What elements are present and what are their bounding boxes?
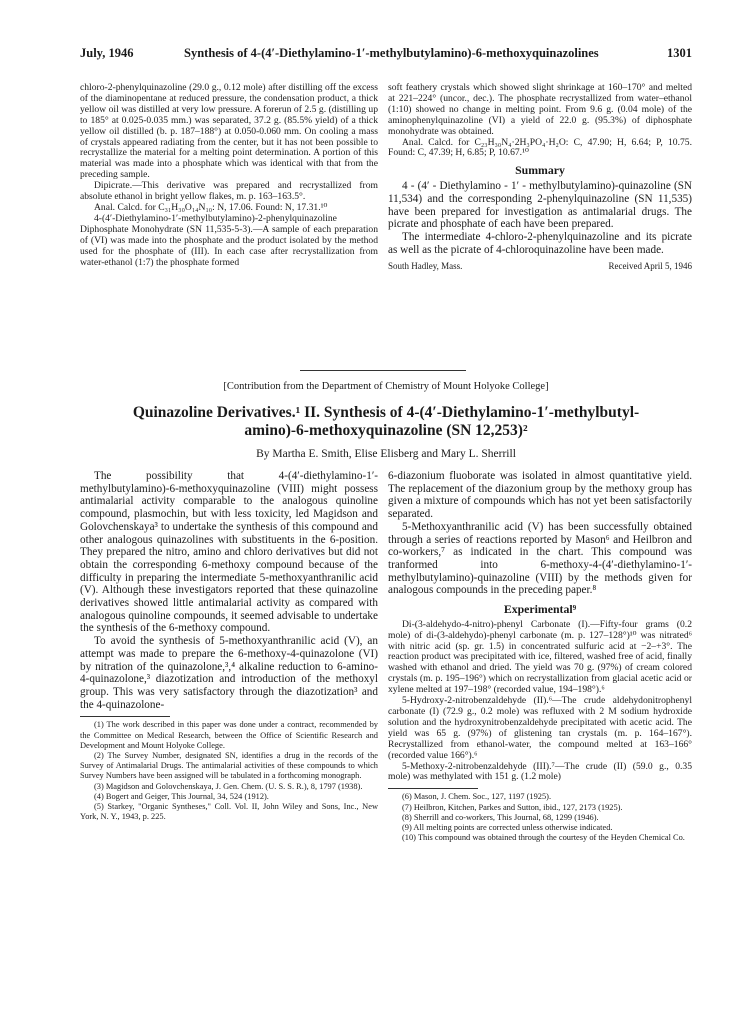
experimental-paragraph: 5-Methoxy-2-nitrobenzaldehyde (III).⁷—The crude (II) (59.0 g., 0.35 mole) was methylated with 151 g. (1.2 mole)	[388, 760, 692, 783]
body-paragraph: To avoid the synthesis of 5-methoxyanthranilic acid (V), an attempt was made to prepare the 6-methoxy-4-quinazolone (VI) by nitration of the quinazolone,³,⁴ alkaline reduction to 6-amino-4-quinazolone,³ diazotization and introduction of the methoxyl group. This was very satisfactory through the diazotization³ and the 4-quinazolone-	[80, 635, 378, 711]
experimental-paragraph: Di-(3-aldehydo-4-nitro)-phenyl Carbonate (I).—Fifty-four grams (0.2 mole) of di-(3-aldehydo)-phenyl carbonate (m. p. 127–128°)¹⁰ was nitrated⁶ with nitric acid (sp. gr. 1.5) in concentrated sulfuric acid at −2–+3°. The reaction product was precipitated with ice, filtered, washed free of acid, finally washed with ethanol and dried. The yield was 70 g. (97%) of cream colored crystals (m. p. 195–196°) which on recrystallization from glacial acetic acid or xylene melted at 197–198° (recorded value, 194–198°).⁶	[388, 618, 692, 696]
footnote: (10) This compound was obtained through the courtesy of the Heyden Chemical Co.	[402, 833, 685, 843]
experimental-paragraph: 5-Hydroxy-2-nitrobenzaldehyde (II).⁶—The crude aldehydonitrophenyl carbonate (I) (72.9 g., 0.2 mole) was refluxed with 2 M sodium hydroxide solution and the hydroxynitrobenzaldehyde precipitated with acetic acid. The yield was 65 g. (97%) of glistening tan crystals (m. p. 164–167°). Recrystallized from ethanol-water, the compound melted at 163–166° (recorded value 166°).⁶	[388, 695, 692, 761]
experimental-section	[388, 620, 692, 784]
byline: By Martha E. Smith, Elise Elisberg and Mary L. Sherrill	[256, 448, 516, 460]
footnotes-left	[80, 720, 378, 822]
footnote-rule	[388, 788, 478, 789]
received-date: Received April 5, 1946	[608, 261, 692, 272]
prev-paragraph: soft feathery crystals which showed slight shrinkage at 160–170° and melted at 221–224° (uncor., dec.). The phosphate recrystallized from water–ethanol (1:10) showed no change in melting point. From 9.6 g. (0.04 mole) of the aminophenylquinazoline (VI) a yield of 22.0 g. (95.3%) of diphosphate monohydrate was obtained.	[388, 82, 692, 137]
prev-analysis: Anal. Calcd. for C₃₁H₃₀O₁₄N₁₀: N, 17.06. Found: N, 17.31.¹⁰	[94, 201, 328, 213]
prev-paragraph: 4-(4′-Diethylamino-1′-methylbutylamino)-2-phenylquinazoline Diphosphate Monohydrate (SN 11,535-5-3).—A sample of each preparation of (VI) was made into the phosphate and the product isolated by the method used for the phosphate of (III). In each case after recrystallization from water-ethanol (1:7) the phosphate formed	[80, 212, 378, 268]
article-right-column	[388, 470, 692, 843]
footnote: (4) Bogert and Geiger, This Journal, 34, 524 (1912).	[94, 791, 269, 801]
article-separator-rule	[300, 370, 466, 371]
body-paragraph: The possibility that 4-(4′-diethylamino-1′-methylbutylamino)-6-methoxyquinazoline (VIII) might possess antimalarial activity comparable to the analogous quinoline compound, plasmochin, but with less toxicity, led Magidson and Golovchenskaya³ to undertake the synthesis of this compound and other analogous quinazolines with substituents in the 6-position. They prepared the nitro, amino and chloro derivatives but did not obtain the corresponding 6-methoxy compound because of the difficulty in preparing the intermediate 5-methoxyanthranilic acid (V). Although these investigators reported that these quinazoline derivatives showed little antimalarial activity as compared with analogous quinoline compounds, it seemed advisable to undertake the synthesis of the 6-methoxy compound.	[80, 470, 378, 635]
prev-article-left-column	[80, 83, 378, 268]
footnote: (2) The Survey Number, designated SN, identifies a drug in the records of the Survey of Antimalarial Drugs. The antimalarial activities of these compounds to which Survey Numbers have been assigned will be tabulated in a forthcoming monograph.	[80, 750, 378, 781]
header-date: July, 1946	[80, 46, 134, 60]
summary-paragraph: The intermediate 4-chloro-2-phenylquinazoline and its picrate as well as the picrate of 4-chloroquinazoline have been made.	[388, 231, 692, 256]
footnote: (8) Sherrill and co-workers, This Journal, 68, 1299 (1946).	[402, 812, 599, 822]
header-running-title: Synthesis of 4-(4′-Diethylamino-1′-methylbutylamino)-6-methoxyquinazolines	[184, 46, 599, 60]
footnote-rule	[80, 716, 170, 717]
footnote: (6) Mason, J. Chem. Soc., 127, 1197 (1925).	[402, 792, 552, 802]
footnote: (7) Heilbron, Kitchen, Parkes and Sutton, ibid., 127, 2173 (1925).	[402, 802, 623, 812]
article-title	[80, 404, 692, 440]
footnotes-right	[388, 792, 692, 843]
department-line: [Contribution from the Department of Chemistry of Mount Holyoke College]	[223, 381, 549, 392]
location: South Hadley, Mass.	[388, 261, 463, 272]
experimental-heading: Experimental⁹	[503, 602, 577, 617]
summary-paragraph: 4 - (4′ - Diethylamino - 1′ - methylbutylamino)-quinazoline (SN 11,534) and the corresponding 2-phenylquinazoline (SN 11,535) have been prepared for investigation as antimalarial drugs. The picrate and phosphate of each have been prepared.	[388, 180, 692, 231]
article-left-column	[80, 470, 378, 822]
body-paragraph: 5-Methoxyanthranilic acid (V) has been successfully obtained through a series of reactions reported by Mason⁶ and Heilbron and co-workers,⁷ as indicated in the chart. This compound was tranformed into 6-methoxy-4-(4′-diethylamino-1′-methylbutylamino)-quinazoline (VIII) by the methods given for analogous compounds in the preceding paper.⁸	[388, 520, 692, 597]
prev-paragraph: Dipicrate.—This derivative was prepared and recrystallized from absolute ethanol in bright yellow flakes, m. p. 163–163.5°.	[80, 180, 378, 203]
footnote: (3) Magidson and Golovchenskaya, J. Gen. Chem. (U. S. S. R.), 8, 1797 (1938).	[94, 781, 363, 791]
prev-analysis: Anal. Calcd. for C₂₃H₃₀N₄·2H₃PO₄·H₂O: C, 47.90; H, 6.64; P, 10.75. Found: C, 47.39; H, 6.85; P, 10.67.¹⁰	[388, 136, 692, 159]
footnote: (1) The work described in this paper was done under a contract, recommended by the Committee on Medical Research, between the Office of Scientific Research and Development and Mount Holyoke College.	[80, 720, 378, 750]
running-header	[80, 46, 692, 66]
body-paragraph: 6-diazonium fluoborate was isolated in almost quantitative yield. The replacement of the diazonium group by the methoxy group has given a mixture of compounds which has not yet been satisfactorily separated.	[388, 470, 692, 521]
title-line: Quinazoline Derivatives.¹ II. Synthesis of 4-(4′-Diethylamino-1′-methylbutyl-	[132, 404, 640, 421]
summary-heading: Summary	[515, 163, 565, 178]
title-line: amino)-6-methoxyquinazoline (SN 12,253)²	[244, 422, 528, 439]
prev-paragraph: chloro-2-phenylquinazoline (29.0 g., 0.12 mole) after distilling off the excess of the diaminopentane at reduced pressure, the condensation product, a thick yellow oil was distilled at very low pressure. A forerun of 2.5 g. (distilling up to 185° at 0.025-0.035 mm.) was separated, 37.2 g. (85.5% yield) of a thick yellow oil distilled (b. p. 187–188°) at 0.050-0.060 mm. On cooling a mass of crystals appeared radiating from the center, but it has not been possible to recrystallize the material for a melting point determination. A portion of this material was made into a phosphate which was identical with that from the preceding sample.	[80, 82, 378, 181]
footnote: (9) All melting points are corrected unless otherwise indicated.	[402, 822, 613, 832]
header-page-number: 1301	[667, 46, 692, 60]
footnote: (5) Starkey, "Organic Syntheses," Coll. Vol. II, John Wiley and Sons, Inc., New York, N. Y., 1943, p. 225.	[80, 801, 378, 822]
signature-line	[388, 261, 692, 272]
prev-article-right-column	[388, 83, 692, 272]
